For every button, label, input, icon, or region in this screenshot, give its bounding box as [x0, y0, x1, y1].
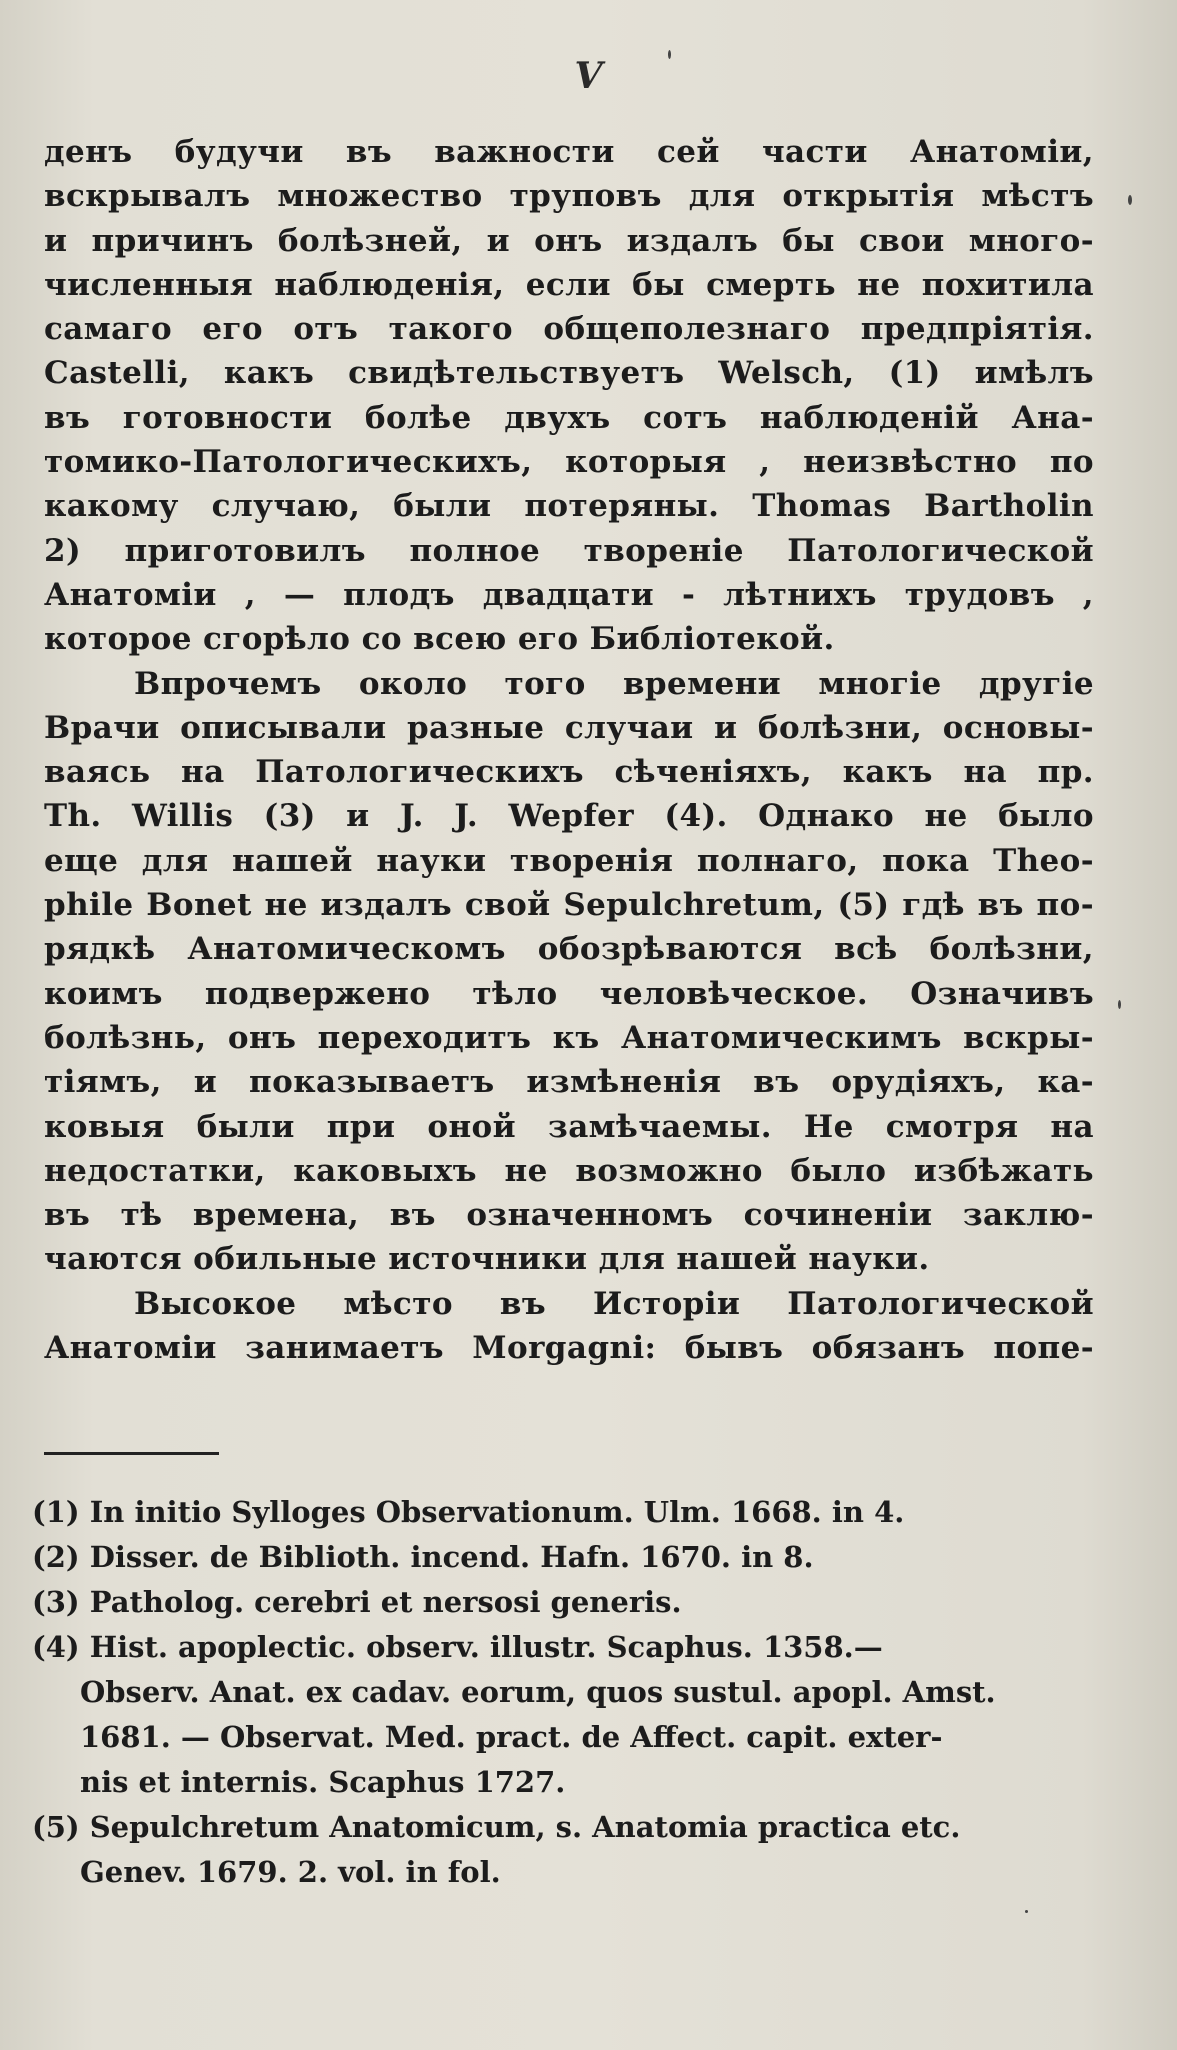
text-line: денъ будучи въ важности сей части Анатоміи, [44, 134, 1094, 170]
footnotes [32, 1490, 1092, 1895]
text-line: которое сгорѣло со всею его Библіотекой. [44, 621, 835, 658]
text-line: въ готовности болѣе двухъ сотъ наблюденій Ана- [44, 399, 1094, 436]
paragraph-1 [44, 130, 1094, 662]
text-line: Th. Willis (3) и J. J. Wepfer (4). Однако не было [44, 798, 1094, 835]
text-line: недостатки, каковыхъ не возможно было избѣжать [44, 1152, 1094, 1189]
text-line: болѣзнь, онъ переходитъ къ Анатомическимъ вскры- [44, 1019, 1094, 1056]
footnote-2: (2) Disser. de Biblioth. incend. Hafn. 1670. in 8. [32, 1540, 814, 1574]
text-line: коимъ подвержено тѣло человѣческое. Означивъ [44, 975, 1094, 1012]
text-line: еще для нашей науки творенія полнаго, пока Theo- [44, 842, 1094, 879]
ink-speck [1128, 195, 1132, 205]
footnote-4-cont: 1681. — Observat. Med. pract. de Affect. capit. exter- [80, 1720, 943, 1754]
ink-speck [1118, 1000, 1121, 1009]
text-line: Castelli, какъ свидѣтельствуетъ Welsch, (1) имѣлъ [44, 355, 1094, 392]
footnote-4: (4) Hist. apoplectic. observ. illustr. Scaphus. 1358.— [32, 1630, 883, 1664]
text-line: вскрывалъ множество труповъ для открытія мѣстъ [44, 178, 1094, 215]
text-line: тіямъ, и показываетъ измѣненія въ орудіяхъ, ка- [44, 1064, 1094, 1101]
text-line: томико-Патологическихъ, которыя , неизвѣстно по [44, 444, 1094, 481]
footnote-3: (3) Patholog. cerebri et nersosi generis. [32, 1585, 682, 1619]
ink-speck [1025, 1910, 1028, 1913]
text-line: въ тѣ времена, въ означенномъ сочиненіи заклю- [44, 1197, 1094, 1234]
footnote-5-cont: Genev. 1679. 2. vol. in fol. [80, 1855, 501, 1889]
text-line: phile Bonet не издалъ свой Sepulchretum, (5) гдѣ въ по- [44, 887, 1094, 924]
text-line: какому случаю, были потеряны. Thomas Bartholin [44, 488, 1094, 525]
main-text [44, 130, 1094, 1370]
footnote-5: (5) Sepulchretum Anatomicum, s. Anatomia practica etc. [32, 1810, 961, 1844]
text-line: Анатоміи , — плодъ двадцати - лѣтнихъ трудовъ , [44, 576, 1094, 613]
text-line: Анатоміи занимаетъ Morgagni: бывъ обязанъ попе- [44, 1330, 1094, 1367]
text-line: самаго его отъ такого общеполезнаго предпріятія. [44, 311, 1094, 348]
text-line: ваясь на Патологическихъ сѣченіяхъ, какъ на пр. [44, 754, 1094, 791]
page-number: V [574, 55, 603, 97]
paragraph-2 [44, 662, 1094, 1282]
text-line: численныя наблюденія, если бы смерть не похитила [44, 266, 1094, 303]
text-line: 2) приготовилъ полное твореніе Патологической [44, 532, 1094, 569]
footnote-1: (1) In initio Sylloges Observationum. Ulm. 1668. in 4. [32, 1495, 905, 1529]
text-line: и причинъ болѣзней, и онъ издалъ бы свои много- [44, 222, 1094, 259]
text-line: чаются обильные источники для нашей науки. [44, 1241, 930, 1278]
text-line: Впрочемъ около того времени многіе другіе [134, 665, 1094, 702]
text-line: Врачи описывали разные случаи и болѣзни, основы- [44, 709, 1094, 746]
text-line: Высокое мѣсто въ Исторіи Патологической [134, 1285, 1094, 1322]
text-line: ковыя были при оной замѣчаемы. Не смотря на [44, 1108, 1094, 1145]
paragraph-3 [44, 1282, 1094, 1371]
footnote-4-cont: Observ. Anat. ex cadav. eorum, quos sustul. apopl. Amst. [80, 1675, 996, 1709]
ink-speck [668, 50, 671, 59]
footnote-4-cont: nis et internis. Scaphus 1727. [80, 1765, 566, 1799]
text-line: рядкѣ Анатомическомъ обозрѣваются всѣ болѣзни, [44, 931, 1094, 968]
footnote-separator [44, 1452, 219, 1455]
